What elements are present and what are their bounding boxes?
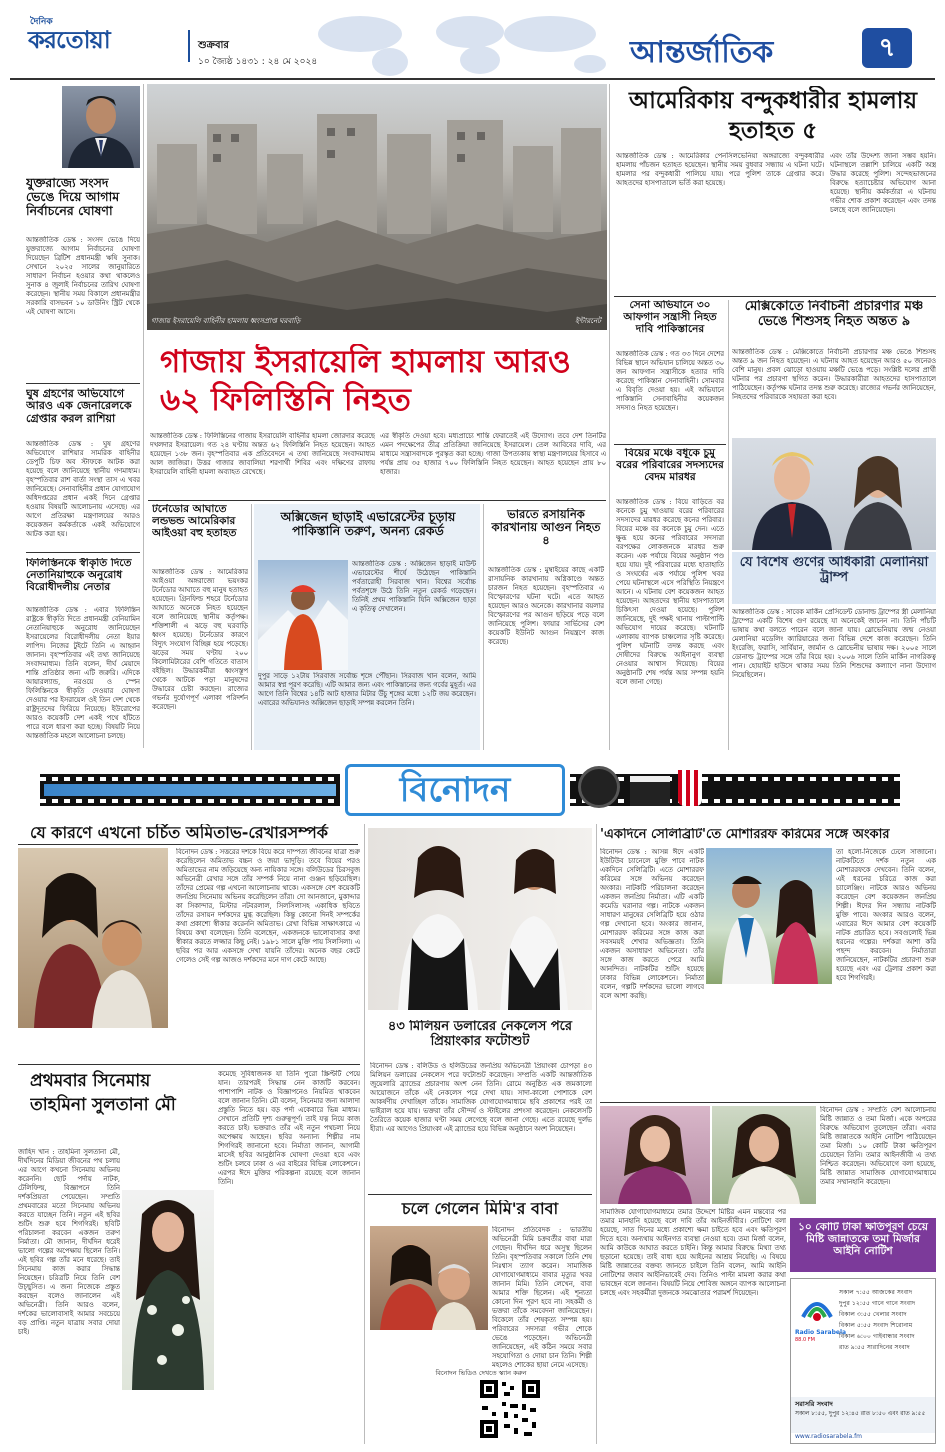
melania-body: আন্তর্জাতিক ডেস্ক : সাবেক মার্কিন প্রেসিডেন্ট ডোনাল্ড ট্রাম্পের স্ত্রী মেলানিয়া ট্রাম্পের একটি বিশেষ গুণ রয়েছে যা অনেকেই জানেন না। তিনি পাঁচটি ভাষায় কথা বলতে পারেন বলে জানা যায়। স্লোভেনিয়ায় জন্ম নেওয়া মেলানিয়া মডেলিং ক্যারিয়ারের জন্য বিভিন্ন দেশে কাজ করেছেন। তিনি ইংরেজি, ফরাসি, সার্বিয়ান, জার্মান ও স্লোভেনীয় ভাষায় দক্ষ। ২০০৫ সালে ডোনাল্ড ট্রাম্পের সঙ্গে তাঁর বিয়ে হয়। ২০০৬ সালে তিনি মার্কিন নাগরিকত্ব পান। হোয়াইট হাউসে থাকার সময় তিনি শিশুদের কল্যাণে নানা উদ্যোগ নিয়েছিলেন। [732, 608, 936, 679]
amitabh-bottom-rule [18, 1064, 360, 1065]
gaza-rubble-photo [147, 84, 607, 330]
everest-body-1: আন্তর্জাতিক ডেস্ক : অক্সিজেন ছাড়াই মাউন্ট এভারেস্টের শীর্ষে উঠেছেন পাকিস্তানি পর্বতারোহী সিরবাজ খান। বিশ্বের সর্বোচ্চ পর্বতশৃঙ্গে উঠে তিনি নতুন রেকর্ড গড়েছেন। তিনিই প্রথম পাকিস্তানি যিনি অক্সিজেন ছাড়া এ কৃতিত্ব দেখালেন। [352, 560, 476, 613]
gaza-body-1: আন্তর্জাতিক ডেস্ক : ফিলিস্তিনের গাজায় ইসরায়েলি বাহিনীর হামলা জোরদার করেছে দখলদার ইসরায়েল। গত ২৪ ঘণ্টায় অন্তত ৬২ ফিলিস্তিনি নিহত হয়েছেন। আহত হয়েছেন ১৩৮ জন। বৃহস্পতিবার এক প্রতিবেদনে এ তথ্য জানিয়েছে সংবাদমাধ্যম আল জাজিরা। উত্তর গাজার জাবালিয়া শরণার্থী শিবির এবং দক্ষিণের রাফায় ইসরায়েলি বাহিনী হামলা অব্যাহত রেখেছে। [150, 432, 375, 476]
vinodon-banner [10, 760, 935, 820]
vinodon-title: বিনোদন [399, 770, 511, 810]
priyanka-photo [368, 828, 592, 1010]
uk-election-headline: যুক্তরাজ্যে সংসদ ভেঙে দিয়ে আগাম নির্বাচনের ঘোষণা [26, 176, 120, 218]
mexico-headline: মেক্সিকোতে নির্বাচনী প্রচারণার মঞ্চ ভেঙে শিশুসহ নিহত অন্তত ৯ [744, 300, 924, 329]
radio-name: Radio Sarabela [795, 1329, 847, 1336]
masthead-day: শুক্রবার [198, 40, 229, 51]
radio-footer-label: সরাসরি সংবাদ [795, 1400, 833, 1408]
film-reel-icon [578, 766, 620, 808]
mosharraf-body-1: বিনোদন ডেস্ক : আসন্ন ঈদে একটি ইউটিউব চ্যানেলে মুক্তি পাবে নাটক একদিনে সেলিব্রিটি। এতে মোশাররফ করিমের সঙ্গে অভিনয় করেছেন অংকার। নাটকটি পরিচালনা করেছেন একজন জনপ্রিয় নির্মাতা। এটি একটি কমেডি ঘরানার গল্প। নাটকে একজন সাধারণ মানুষের সেলিব্রিটি হয়ে ওঠার গল্প দেখানো হবে। অংকার জানান, মোশাররফ করিমের সঙ্গে কাজ করা সবসময়ই শেখার অভিজ্ঞতা। তিনি একজন অসাধারণ অভিনেতা। তাঁর সঙ্গে কাজ করতে পেরে আমি আনন্দিত। নাটকটির শুটিং হয়েছে ঢাকার বিভিন্ন লোকেশনে। নির্মাতা বলেন, গল্পটি দর্শকদের ভালো লাগবে বলে আশা করছি। [600, 848, 704, 1000]
radio-frequency: 88.0 FM [795, 1337, 815, 1343]
radio-ad[interactable] [790, 1278, 936, 1444]
amitabh-rekha-photo [18, 848, 168, 1028]
vertical-rule-tornado [251, 504, 252, 750]
gaza-body-2: এর স্বীকৃতি দেওয়া হবে। মধ্যপ্রাচ্যে শান্তি ফেরাতেই এই উদ্যোগ। তবে দেশ তিনটির এমন পদক্ষেপের তীব্র প্রতিক্রিয়া জানিয়েছে ইসরায়েল। তেল আবিবের দাবি, এর মাধ্যমে সন্ত্রাসবাদকে পুরস্কৃত করা হচ্ছে। গাজা উপত্যকায় স্বাস্থ্য মন্ত্রণালয়ের হিসাবে এ পর্যন্ত প্রায় ৩৫ হাজার ৭০০ ফিলিস্তিনি নিহত হয়েছেন। আহত হয়েছেন প্রায় ৮০ হাজার। [380, 432, 606, 476]
usa-gun-headline: আমেরিকায় বন্দুকধারীর হামলায় হতাহত ৫ [628, 88, 918, 145]
left-divider-1 [26, 383, 140, 384]
usa-gun-body-1: আন্তর্জাতিক ডেস্ক : আমেরিকার পেনসিলভেনিয়া অঙ্গরাজ্যে বন্দুকধারীর হামলায় পাঁচজন হতাহত হয়েছেন। স্থানীয় সময় বুধবার সন্ধ্যায় এ ঘটনা ঘটে। হামলার পর বন্দুকধারী পালিয়ে যায়। পরে পুলিশ তাকে গ্রেপ্তার করে। আহতদের হাসপাতালে ভর্তি করা হয়েছে। [616, 152, 824, 187]
vertical-rule-mid [609, 84, 610, 750]
mosharraf-body-2: তা হলো-নিজেকে ঢেলে সাজানো। নাটকটিতে দর্শক নতুন এক মোশাররফকে দেখবেন। তিনি বলেন, এই ধরনের চরিত্রে কাজ করা চ্যালেঞ্জিং। নাটকে আরও অভিনয় করেছেন বেশ কয়েকজন জনপ্রিয় শিল্পী। ঈদের দিন সন্ধ্যায় নাটকটি মুক্তি পাবে। অংকার আরও বলেন, এবারের ঈদে আমার বেশ কয়েকটি নাটক প্রচারিত হবে। সবগুলোই ভিন্ন ধরনের গল্পের। দর্শকরা আশা করি পছন্দ করবেন। নির্মাতারা জানিয়েছেন, নাটকটির প্রচারণা শুরু হয়েছে এবং এর ট্রেলার প্রকাশ করা হবে শিগগিরই। [836, 848, 936, 982]
qr-label: বিনোদন ভিডিও দেখতে স্ক্যান করুন [435, 1369, 527, 1377]
page-number: ৭ [878, 33, 896, 63]
priyanka-headline: ৪৩ মিলিয়ন ডলারের নেকলেস পরে প্রিয়াংকার ফটোশুট [387, 1020, 573, 1049]
gaza-photo-credit: ইন্টারনেট [575, 317, 601, 325]
logo [28, 14, 178, 58]
vertical-rule-everest [483, 504, 484, 750]
tahmina-headline: প্রথমবার সিনেমায় তাহমিনা সুলতানা মৌ [30, 1071, 176, 1115]
vertical-rule-ent-2 [596, 824, 597, 1444]
rishi-sunak-photo [62, 86, 140, 168]
gaza-headline: গাজায় ইসরায়েলি হামলায় আরও ৬২ ফিলিস্তিনি নিহত [160, 344, 571, 418]
vertical-rule-right [728, 300, 729, 750]
qr-code[interactable] [478, 1378, 542, 1440]
russia-body: আন্তর্জাতিক ডেস্ক : ঘুষ গ্রহণের অভিযোগে রাশিয়ার সামরিক বাহিনীর ডেপুটি চিফ অব স্টাফকে আটক করা হয়েছে বলে জানিয়েছে স্থানীয় গণমাধ্যম। বৃহস্পতিবার রাশ বার্তা সংস্থা তাস এ খবর জানিয়েছে। সেনাবাহিনীর প্রধান যোগাযোগ অধিদপ্তরের প্রধান একই দিনে গ্রেপ্তার হওয়ায় বিষয়টি আলোচনায় এসেছে। এর আগে প্রতিরক্ষা মন্ত্রণালয়ের আরও কয়েকজন কর্মকর্তাকে একই অভিযোগে আটক করা হয়। [26, 440, 140, 538]
vertical-rule-left [143, 84, 144, 748]
mimi-body: বিনোদন প্রতিবেদক : ভারতীয় অভিনেত্রী মিমি চক্রবর্তীর বাবা মারা গেছেন। দীর্ঘদিন ধরে অসুস্থ ছিলেন তিনি। বৃহস্পতিবার সকালে তিনি শেষ নিঃশ্বাস ত্যাগ করেন। সামাজিক যোগাযোগমাধ্যমে বাবার মৃত্যুর খবর জানান মিমি। তিনি লেখেন, বাবা আমার শক্তি ছিলেন। এই শূন্যতা কোনো দিন পূরণ হবে না। সহকর্মী ও ভক্তরা তাঁকে সমবেদনা জানিয়েছেন। বিকেলে তাঁর শেষকৃত্য সম্পন্ন হয়। পরিবারের সদস্যরা গভীর শোকে ভেঙে পড়েছেন। অভিনেত্রী জানিয়েছেন, এই কঠিন সময়ে সবার সহযোগিতা ও দোয়া চান তিনি। শিল্পী মহলেও শোকের ছায়া নেমে এসেছে। [492, 1226, 592, 1369]
toma-mirza-photo [712, 1106, 816, 1204]
left-divider-2 [26, 552, 140, 553]
logo-big: করতোয়া [28, 25, 110, 54]
mosharraf-headline: 'একদিনে সেলিব্রিটি'তে মোশাররফ করিমের সঙ্গে অংকার [600, 828, 890, 842]
page-number-badge [862, 28, 912, 68]
gaza-photo-caption: গাজায় ইসরায়েলি বাহিনীর হামলায় ধ্বংসপ্রাপ্ত ঘরবাড়ি [151, 317, 301, 325]
usa-gun-body-2: এবং তাঁর উদ্দেশ্য জানা সম্ভব হয়নি। ঘটনাস্থলে তল্লাশি চালিয়ে একটি অস্ত্র উদ্ধার করেছে পুলিশ। সন্দেহভাজনের বিরুদ্ধে হত্যাচেষ্টার অভিযোগ আনা হয়েছে। স্থানীয় কর্মকর্তারা এ ঘটনায় গভীর শোক প্রকাশ করেছেন এবং তদন্ত চলছে বলে জানিয়েছেন। [830, 152, 936, 214]
gaza-bottom-rule [148, 500, 606, 501]
amitabh-headline: যে কারণে এখনো চর্চিত অমিতাভ-রেখারসম্পর্ক [30, 824, 328, 842]
uk-election-body: আন্তর্জাতিক ডেস্ক : সংসদ ভেঙে দিয়ে যুক্তরাজ্যে আগাম নির্বাচনের ঘোষণা দিয়েছেন ব্রিটিশ প্রধানমন্ত্রী ঋষি সুনাক। সেখানে ২০২৫ সালের জানুয়ারিতে সাধারণ নির্বাচন হওয়ার কথা থাকলেও সুনাক ৪ জুলাই নির্বাচনের তারিখ ঘোষণা করেছেন। স্থানীয় সময় বিকালে প্রধানমন্ত্রীর সরকারি বাসভবন ১০ ডাউনিং স্ট্রিট থেকে এই ঘোষণা আসে। [26, 236, 140, 316]
mosharraf-ongkar-photo [706, 848, 832, 984]
world-map-watermark [300, 4, 620, 80]
radio-url[interactable]: www.radiosarabela.fm [795, 1433, 863, 1440]
amitabh-body: বিনোদন ডেস্ক : সত্তরের দশকে বিয়ে করে দাম্পত্য জীবনের যাত্রা শুরু করেছিলেন অমিতাভ বচ্চন ও জয়া ভাদুড়ি। তবে বিয়ের পরও অমিতাভের নাম জড়িয়েছে অন্য নায়িকার সঙ্গে। বলিউডের চিরসবুজ অভিনেত্রী রেখার সঙ্গে তাঁর সম্পর্ক নিয়ে নানা গুঞ্জন ছড়িয়েছিল। তাঁদের প্রেমের গল্প এখনো আলোচনায় থাকে। একসঙ্গে বেশ কয়েকটি জনপ্রিয় সিনেমায় অভিনয় করেছিলেন তাঁরা। দো আনজানে, মুকাদ্দার কা সিকান্দার, মিস্টার নটবরলাল, সিলসিলাসহ একাধিক ছবিতে তাঁদের রসায়ন দর্শকদের মুগ্ধ করেছিল। কিন্তু কোনো দিনই সম্পর্কের কথা প্রকাশ্যে স্বীকার করেননি অমিতাভ। রেখা বিভিন্ন সাক্ষাৎকারে এ বিষয়ে কথা বলেছেন। তিনি বলেছেন, একজনকে ভালোবাসার কথা স্বীকার করতে লজ্জার কিছু নেই। ১৯৮১ সালে মুক্তি পায় সিলসিলা। এ ছবির পর আর একসঙ্গে দেখা যায়নি তাঁদের। অনেক বছর কেটে গেলেও সেই গল্প আজও দর্শকদের মনে দাগ কেটে আছে। [176, 848, 360, 964]
india-fire-body: আন্তর্জাতিক ডেস্ক : মুম্বাইয়ের কাছে একটি রাসায়নিক কারখানায় অগ্নিকাণ্ডে অন্তত চারজন নিহত হয়েছেন। বৃহস্পতিবার এ বিস্ফোরণের ঘটনা ঘটে। এতে আহত হয়েছেন আরও অনেকে। কারখানার বয়লার বিস্ফোরণের পর আগুন ছড়িয়ে পড়ে বলে জানিয়েছে পুলিশ। ফায়ার সার্ভিসের বেশ কয়েকটি ইউনিট আগুন নিয়ন্ত্রণে কাজ করেছে। [488, 566, 604, 646]
priyanka-rule [368, 1194, 592, 1195]
radio-schedule-item: বিকাল ৬:০০ গাইবান্ধার সংবাদ [839, 1333, 915, 1340]
melania-headline: যে বিশেষ গুণের অধিকারী মেলানিয়া ট্রাম্প [739, 556, 929, 585]
tornado-headline: টর্নেডোর আঘাতে লন্ডভন্ড আমেরিকার আইওয়া বহু হতাহত [152, 504, 237, 539]
palestine-body: আন্তর্জাতিক ডেস্ক : এবার ফিলিস্তিন রাষ্ট্রকে স্বীকৃতি দিতে প্রধানমন্ত্রী বেনিয়ামিন নেতানিয়াহুকে অনুরোধ জানিয়েছেন ইসরায়েলের বিরোধীদলীয় নেতা ইয়ার লাপিদ। নিজের টুইটে তিনি এ আহ্বান জানান। বৃহস্পতিবার এই তথ্য জানিয়েছে সংবাদমাধ্যম। তিনি বলেন, দীর্ঘ মেয়াদে শান্তি প্রতিষ্ঠার জন্য এটি জরুরি। এদিকে আয়ারল্যান্ড, নরওয়ে ও স্পেন ফিলিস্তিনকে স্বীকৃতি দেওয়ার ঘোষণা দেওয়ার পর ইসরায়েল ওই তিন দেশ থেকে রাষ্ট্রদূতদের ফিরিয়ে নিয়েছে। ইউরোপের আরও কয়েকটি দেশ একই পথে হাঁটতে পারে বলে ধারণা করা হচ্ছে। বিষয়টি নিয়ে আন্তর্জাতিক মহলে আলোচনা চলছে। [26, 606, 140, 740]
pak-op-body: আন্তর্জাতিক ডেস্ক : গত ৩৩ দিনে দেশের বিভিন্ন স্থানে অভিযান চালিয়ে অন্তত ৩০ জন আফগান সন্ত্রাসীকে হত্যার দাবি করেছে পাকিস্তান সেনাবাহিনী। সোমবার এ বিবৃতি দেওয়া হয়। এই অভিযানে পাকিস্তানি সেনাবাহিনীর কয়েকজন সদস্যও নিহত হয়েছেন। [616, 350, 724, 412]
radio-schedule-item: বিকাল ৩:৫৫ খেলার সংবাদ [839, 1311, 907, 1318]
vertical-rule-ent-1 [364, 824, 365, 1444]
radio-schedule-item: রাত ৯:৫৫ সারাদিনের সংবাদ [839, 1344, 910, 1351]
mimi-headline: চলে গেলেন মিমি'র বাবা [401, 1200, 559, 1218]
radio-schedule [839, 1287, 933, 1353]
tahmina-photo [122, 1190, 214, 1390]
pak-op-headline: সেনা অভিযানে ৩০ আফগান সন্ত্রাসী নিহত দাবি পাকিস্তানের [623, 300, 717, 335]
mexico-body: আন্তর্জাতিক ডেস্ক : মেক্সিকোতে নির্বাচনী প্রচারণার মঞ্চ ভেঙে শিশুসহ অন্তত ৯ জন নিহত হয়েছেন। এ ঘটনায় আহত হয়েছেন আরও ৫০ জনেরও বেশি মানুষ। প্রবল ঝোড়ো হাওয়ায় মঞ্চটি ভেঙে পড়ে। সংশ্লিষ্ট দলের প্রার্থী ঘটনার পর প্রচারণা স্থগিত করেন। উদ্ধারকারীরা আহতদের হাসপাতালে পাঠিয়েছেন। কর্তৃপক্ষ ঘটনার তদন্ত শুরু করেছে। রাজ্যের গভর্নর জানিয়েছেন, নিহতদের পরিবারকে সহায়তা করা হবে। [732, 348, 936, 401]
section-title: আন্তর্জাতিক [630, 35, 774, 70]
india-fire-headline: ভারতে রসায়নিক কারখানায় আগুন নিহত ৪ [491, 508, 601, 547]
priyanka-body: বিনোদন ডেস্ক : বলিউড ও হলিউডের জনপ্রিয় অভিনেত্রী প্রিয়াংকা চোপড়া ৪৩ মিলিয়ন ডলারের নেকলেস পরে ফটোশুট করেছেন। সম্প্রতি একটি আন্তর্জাতিক জুয়েলারি ব্র্যান্ডের প্রচারণায় অংশ নেন তিনি। রোমে অনুষ্ঠিত এক জমকালো আয়োজনে তাঁকে এই নেকলেস পরে দেখা যায়। সাদা-কালো পোশাকে বেশ আকর্ষণীয় দেখাচ্ছিল তাঁকে। সামাজিক যোগাযোগমাধ্যমে ছবি প্রকাশের পরই তা ভাইরাল হয়ে যায়। ভক্তরা তাঁর সৌন্দর্য ও স্টাইলের প্রশংসা করেছেন। নেকলেসটি তৈরিতে কয়েক হাজার ঘণ্টা সময় লেগেছে বলে জানা গেছে। এতে রয়েছে দুর্লভ হীরা। এর আগেও প্রিয়াংকা এই ব্র্যান্ডের হয়ে বিভিন্ন অনুষ্ঠানে অংশ নিয়েছেন। [370, 1062, 592, 1133]
radio-logo-icon [797, 1287, 837, 1327]
mishti-jannat-photo [600, 1106, 710, 1204]
film-strip-left [40, 774, 340, 806]
russia-headline: ঘুষ গ্রহণের অভিযোগে আরও এক জেনারেলকে গ্রেপ্তার করল রাশিয়া [26, 388, 132, 425]
clapperboard-icon [630, 776, 670, 806]
radio-footer [791, 1397, 935, 1433]
wedding-body: আন্তর্জাতিক ডেস্ক : বিয়ে বাড়িতে বর কনেকে চুমু খাওয়ায় বরের পরিবারের সদস্যদের মারধর করেছে কনের পরিবার। বিয়ের মঞ্চে বর কনেকে চুমু দেন। এতে ক্ষুব্ধ হয়ে কনের পরিবারের সদস্যরা বরপক্ষের লোকজনকে মারধর শুরু করেন। এক পর্যায়ে বিয়ের অনুষ্ঠান পণ্ড হয়ে যায়। দুই পরিবারের মধ্যে হাতাহাতি ও সংঘর্ষের এক পর্যায়ে পুলিশ খবর পেয়ে ঘটনাস্থলে এসে পরিস্থিতি নিয়ন্ত্রণে আনে। এ ঘটনায় বেশ কয়েকজন আহত হয়েছেন। আহতদের স্থানীয় হাসপাতালে চিকিৎসা দেওয়া হয়েছে। পুলিশ জানিয়েছে, দুই পক্ষই থানায় পাল্টাপাল্টি অভিযোগ দায়ের করেছে। ঘটনাটি এলাকায় ব্যাপক চাঞ্চল্যের সৃষ্টি করেছে। পুলিশ ঘটনাটি তদন্ত করছে এবং দোষীদের বিরুদ্ধে আইনানুগ ব্যবস্থা নেওয়ার আশ্বাস দিয়েছে। বিয়ের অনুষ্ঠানটি শেষ পর্যন্ত আর সম্পন্ন হয়নি বলে জানা গেছে। [616, 498, 724, 686]
masthead-divider [188, 30, 190, 62]
trump-melania-photo [732, 438, 936, 550]
masthead-rule [10, 78, 935, 80]
masthead [0, 0, 945, 80]
everest-climber-photo [258, 560, 348, 670]
mosharraf-rule [600, 1102, 936, 1103]
wedding-headline: বিয়ের মঞ্চে বধূকে চুমু বরের পরিবারের সদস্যদের বেদম মারধর [616, 448, 724, 483]
amitabh-rule [18, 844, 358, 845]
radio-schedule-item: বিকাল ৫:৫৫ সংবাদ শিরোনাম [839, 1322, 913, 1329]
mim-headline: ১০ কোটি টাকা ক্ষতিপূরণ চেয়ে মিষ্টি জান্নাতকে তমা মির্জার আইনি নোটিশ [798, 1222, 928, 1257]
logo-small: দৈনিক [30, 17, 53, 27]
mim-body-2: সামাজিক যোগাযোগমাধ্যমে তমার উদ্দেশে মিষ্টির এমন মন্তব্যের পর তমার মানহানি হয়েছে বলে দাবি তাঁর আইনজীবীর। নোটিশে বলা হয়েছে, সাত দিনের মধ্যে প্রকাশ্যে ক্ষমা চাইতে হবে এবং ক্ষতিপূরণ দিতে হবে। অন্যথায় আইনগত ব্যবস্থা নেওয়া হবে। তমা মির্জা বলেন, আমি কাউকে আঘাত করতে চাইনি। কিন্তু আমার বিরুদ্ধে মিথ্যা তথ্য ছড়ানো হয়েছে। তাই বাধ্য হয়ে আইনের আশ্রয় নিয়েছি। এ বিষয়ে মিষ্টি জান্নাতের বক্তব্য জানতে চাইলে তিনি বলেন, আমি আইনি নোটিশের জবাব আইনিভাবেই দেব। তিনিও পাল্টা মামলা করার কথা ভাবছেন বলে জানান। বিষয়টি নিয়ে শোবিজ অঙ্গনে ব্যাপক আলোচনা চলছে এবং সহকর্মীরা দুজনকে সমঝোতার পরামর্শ দিয়েছেন। [600, 1208, 786, 1297]
mimi-father-photo [370, 1226, 488, 1330]
palestine-headline: ফিলিস্তিনকে স্বীকৃতি দিতে নেতানিয়াহুকে অনুরোধ বিরোধীদলীয় নেতার [26, 558, 132, 593]
tornado-body: আন্তর্জাতিক ডেস্ক : আমেরিকার আইওয়া অঙ্গরাজ্যে ভয়ংকর টর্নেডোর আঘাতে বহু মানুষ হতাহত হয়েছেন। গ্রিনফিল্ড শহরে টর্নেডোর আঘাতে অনেকে নিহত হয়েছেন বলে জানিয়েছে স্থানীয় কর্তৃপক্ষ। শক্তিশালী এ ঝড়ে বহু ঘরবাড়ি ধ্বংস হয়েছে। টর্নেডোর কারণে বিদ্যুৎ সংযোগ বিচ্ছিন্ন হয়ে পড়েছে। ঝড়ের সময় ঘণ্টায় ২০০ কিলোমিটারের বেশি গতিতে বাতাস বইছিল। উদ্ধারকর্মীরা ধ্বংসস্তূপ থেকে আটকে পড়া মানুষদের উদ্ধারের চেষ্টা করছেন। রাজ্যের গভর্নর দুর্যোগপূর্ণ এলাকা পরিদর্শন করেছেন। [152, 568, 248, 711]
radio-schedule-item: দুপুর ১২:৫৫ গানে গানে সংবাদ [839, 1300, 916, 1307]
everest-headline: অক্সিজেন ছাড়াই এভারেস্টের চূড়ায় পাকিস্তানি তরুণ, অনন্য রেকর্ড [280, 510, 456, 538]
vinodon-title-box [345, 764, 565, 816]
radio-footer-times: সকাল ৮:৫৫, দুপুর ১২:৪৫ রাত ৮:৫০ এবং রাত ৯:৫৫ [795, 1410, 926, 1417]
usa-gun-rule [614, 296, 936, 297]
everest-body-2: দুপুর সাড়ে ১২টায় সিরবাজ সর্বোচ্চ শৃঙ্গে পৌঁছান। সিরবাজ খান বলেন, আমি আমার স্বপ্ন পূরণ করেছি। এটি আমার জন্য এবং পাকিস্তানের জন্য গর্বের মুহূর্ত। এর আগে তিনি বিশ্বের ১৪টি আট হাজার মিটার উঁচু শৃঙ্গের মধ্যে ১২টি জয় করেছেন। এবারের অভিযানও অক্সিজেন ছাড়াই সম্পন্ন করলেন তিনি। [258, 672, 476, 707]
pak-op-rule [614, 444, 726, 445]
tahmina-body-1: জাহিদ খান : তাহমিনা সুলতানা মৌ, দীর্ঘদিনের মিডিয়া জীবনের পথ চলায় এর আগে কখনো সিনেমায় অভিনয় করেননি। ছোট পর্দায় নাটক, টেলিফিল্ম, বিজ্ঞাপনে তিনি দর্শকপ্রিয়তা পেয়েছেন। সম্প্রতি প্রথমবারের মতো সিনেমায় অভিনয় করতে যাচ্ছেন তিনি। নতুন এই ছবির শুটিং শুরু হবে শিগগিরই। ছবিটি পরিচালনা করবেন একজন তরুণ নির্মাতা। মৌ জানান, দীর্ঘদিন ধরেই ভালো গল্পের অপেক্ষায় ছিলেন তিনি। এই ছবির গল্প তাঁর মনে ধরেছে। তাই সিনেমায় কাজ করার সিদ্ধান্ত নিয়েছেন। চরিত্রটি নিয়ে তিনি বেশ উচ্ছ্বসিত। এ জন্য নিজেকে প্রস্তুত করছেন বলেও জানালেন এই অভিনেত্রী। তিনি আরও বলেন, দর্শকের ভালোবাসাই আমার সবচেয়ে বড় প্রাপ্তি। নতুন যাত্রায় সবার দোয়া চাই। [18, 1148, 120, 1336]
popcorn-icon [678, 770, 702, 806]
mim-body-1: বিনোদন ডেস্ক : সম্প্রতি বেশ আলোচনায় মিষ্টি জান্নাত ও তমা মির্জা। একে অপরের বিরুদ্ধে অভিযোগ তুলেছেন তাঁরা। এবার মিষ্টি জান্নাতকে আইনি নোটিশ পাঠিয়েছেন তমা মির্জা। ১০ কোটি টাকা ক্ষতিপূরণ চেয়েছেন তিনি। তমার আইনজীবী এ তথ্য নিশ্চিত করেছেন। অভিযোগে বলা হয়েছে, মিষ্টি জান্নাত সামাজিক যোগাযোগমাধ্যমে তমার সম্মানহানি করেছেন। [820, 1106, 936, 1186]
masthead-date: ১০ জ্যৈষ্ঠ ১৪৩১ : ২৪ মে ২০২৪ [198, 57, 318, 67]
radio-schedule-item: সকাল ৭:৫৫ আজকের সংবাদ [839, 1289, 913, 1296]
tahmina-body-2: কমেছে সুবিধাজনক যা তিনি পুরো স্ক্রিপ্টটি পেয়ে যান। তারপরই সিদ্ধান্ত নেন কাজটি করবেন। পাশাপাশি নাটক ও বিজ্ঞাপনেও নিয়মিত থাকবেন বলে জানান তিনি। মৌ বলেন, সিনেমার জন্য আলাদা প্রস্তুতি নিতে হয়। বড় পর্দা একেবারে ভিন্ন মাধ্যম। সেখানে প্রতিটি দৃশ্য গুরুত্বপূর্ণ। তাই যত্ন নিয়ে কাজ করতে চাই। ভক্তরাও তাঁর এই নতুন পথচলা নিয়ে অপেক্ষায় আছেন। ছবির অন্যান্য শিল্পীর নাম শিগগিরই জানানো হবে। নির্মাতা জানান, আগামী মাসেই ছবির আনুষ্ঠানিক ঘোষণা দেওয়া হবে এবং শুটিং চলবে ঢাকা ও এর বাইরের বিভিন্ন লোকেশনে। এরপর ঈদে মুক্তির পরিকল্পনা রয়েছে বলে জানান তিনি। [218, 1070, 360, 1186]
